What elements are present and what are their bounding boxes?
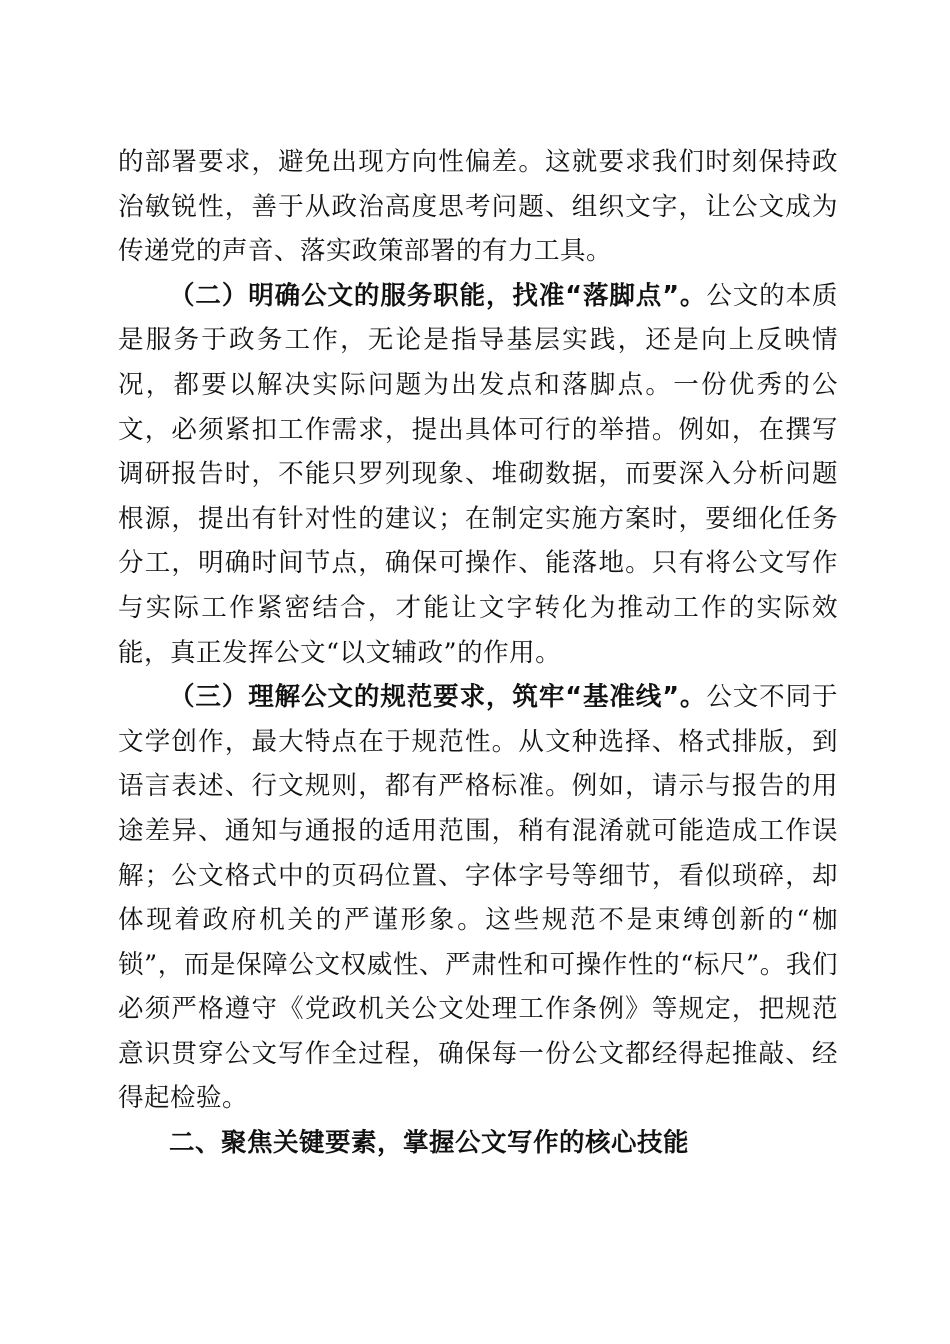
document-page: [118, 140, 838, 1166]
paragraph-text: 的部署要求，避免出现方向性偏差。这就要求我们时刻保持政治敏锐性，善于从政治高度思考问题、组织文字，让公文成为传递党的声音、落实政策部署的有力工具。: [118, 147, 838, 267]
paragraph-service-function: [118, 274, 838, 675]
paragraph-text: 公文的本质是服务于政务工作，无论是指导基层实践，还是向上反映情况，都要以解决实际问题为出发点和落脚点。一份优秀的公文，必须紧扣工作需求，提出具体可行的举措。例如，在撰写调研报告时，不能只罗列现象、堆砌数据，而要深入分析问题根源，提出有针对性的建议；在制定实施方案时，要细化任务分工，明确时间节点，确保可操作、能落地。只有将公文写作与实际工作紧密结合，才能让文字转化为推动工作的实际效能，真正发挥公文“以文辅政”的作用。: [118, 280, 838, 668]
paragraph-continuation: [118, 140, 838, 274]
paragraph-text: 公文不同于文学创作，最大特点在于规范性。从文种选择、格式排版，到语言表述、行文规则，都有严格标准。例如，请示与报告的用途差异、通知与通报的适用范围，稍有混淆就可能造成工作误解；公文格式中的页码位置、字体字号等细节，看似琐碎，却体现着政府机关的严谨形象。这些规范不是束缚创新的“枷锁”，而是保障公文权威性、严肃性和可操作性的“标尺”。我们必须严格遵守《党政机关公文处理工作条例》等规定，把规范意识贯穿公文写作全过程，确保每一份公文都经得起推敲、经得起检验。: [118, 682, 838, 1114]
section-heading-two: 二、聚焦关键要素，掌握公文写作的核心技能: [169, 1128, 690, 1159]
subheading-standard-requirements: （三）理解公文的规范要求，筑牢“基准线”。: [169, 682, 707, 713]
subheading-service-function: （二）明确公文的服务职能，找准“落脚点”。: [169, 280, 707, 311]
paragraph-standard-requirements: [118, 675, 838, 1121]
